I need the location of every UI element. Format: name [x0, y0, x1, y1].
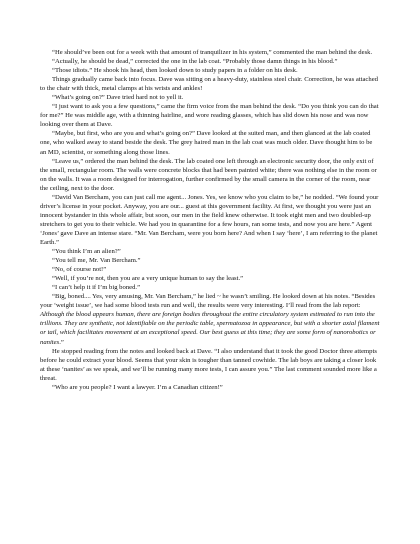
- paragraph: [40, 66, 380, 75]
- paragraph: [40, 157, 380, 193]
- paragraph-text: “No, of course not!”: [52, 266, 107, 274]
- paragraph-text: “He should’ve been out for a week with that amount of tranquilizer in his system,” commented the man behind the desk.: [52, 49, 373, 56]
- paragraph: [40, 102, 380, 129]
- paragraph-text: “I can’t help it if I’m big boned.”: [52, 284, 141, 292]
- paragraph-text: “Big, boned.... Yes, very amusing, Mr. Van Bercham,” he lied ~ he wasn’t smiling. He looked down at his notes. “Besides your ‘weight issue’, we had some blood tests run and well, the results were very interesting. I’ll read from the lab report:: [40, 293, 376, 310]
- paragraph: [40, 93, 380, 102]
- paragraph: [40, 129, 380, 156]
- paragraph: [40, 57, 380, 66]
- paragraph: [40, 292, 380, 346]
- paragraph-text: “Those idiots.” He shook his head, then looked down to study papers in a folder on his desk.: [52, 67, 298, 75]
- paragraph-text: “You tell me, Mr. Van Bercham.”: [52, 257, 141, 265]
- paragraph-text: “Leave us,” ordered the man behind the desk. The lab coated one left through an electronic security door, the only exit of the small, rectangular room. The walls were concrete blocks that had been painted white; there was nothing else in the room or on the walls. It was a room designed for interrogation, further confirmed by the small camera in the corner of the room, near the ceiling, next to the door.: [40, 157, 377, 192]
- paragraph-text: “Maybe, but first, who are you and what’s going on?” Dave looked at the suited man, and then glanced at the lab coated one, who walked away to stand beside the desk. The grey haired man in the lab coat was much older. Dave thought him to be an MD, scientist, or something along those lines.: [40, 130, 373, 156]
- paragraph-text: “Well, if you’re not, then you are a very unique human to say the least.”: [52, 275, 244, 283]
- paragraph-text: “You think I’m an alien?”: [52, 248, 121, 256]
- paragraph: [40, 193, 380, 247]
- paragraph-text: “Actually, he should be dead,” corrected the one in the lab coat. “Probably those damn things in his blood.”: [52, 58, 338, 66]
- paragraph-text: Things gradually came back into focus. Dave was sitting on a heavy-duty, stainless steel chair. Correction, he was attached to the chair with thick, metal clamps at his wrists and ankles!: [40, 76, 378, 93]
- paragraph: [40, 265, 380, 274]
- paragraph-text: “I just want to ask you a few questions,” came the firm voice from the man behind the desk. “Do you think you can do that for me?” He was middle age, with a thinning hairline, and wore reading glasses, which has slid down his nose and was now looking over them at Dave.: [40, 103, 379, 129]
- lab-report-quote: Although the blood appears human, there are foreign bodies throughout the entire circulatory system estimated to run into the trillions. They are synthetic, not identifiable on the periodic table, spermatozoa in appearance, but with a shorter axial filament or tail, which facilitates movement at an exceptional speed. Our best guess at this time; they are some form of nanorobotics or nanites: [40, 311, 380, 346]
- paragraph: [40, 383, 380, 392]
- paragraph: [40, 48, 380, 57]
- paragraph-text: “What’s going on?” Dave tried hard not to yell it.: [52, 94, 184, 102]
- paragraph: [40, 347, 380, 383]
- paragraph: [40, 256, 380, 265]
- paragraph: [40, 75, 380, 93]
- paragraph: [40, 283, 380, 292]
- page-body: [40, 48, 380, 392]
- paragraph-text: .”: [59, 338, 64, 346]
- paragraph-text: “Who are you people? I want a lawyer. I’m a Canadian citizen!”: [52, 383, 223, 391]
- paragraph-text: “David Van Bercham, you can just call me agent... Jones. Yes, we know who you claim to be,” he nodded. “We found your driver’s license in your pocket. Anyway, you are our... guest at this government facility. At first, we thought you were just an innocent bystander in this whole affair, but soon, our men in the field knew otherwise. It took eight men and two doubled-up stretchers to get you to their vehicle. We had you in quarantine for a few hours, ran some tests, and now you are here.” Agent ‘Jones’ gave Dave an intense stare. “Mr. Van Bercham, were you born here? And when I say ‘here’, I am referring to the planet Earth.”: [40, 193, 379, 246]
- paragraph-text: He stopped reading from the notes and looked back at Dave. “I also understand that it took the good Doctor three attempts before he could extract your blood. Seems that your skin is tougher than tanned cowhide. The lab boys are taking a closer look at these ‘nanites’ as we speak, and we’ll be running many more tests, I can assure you.” The last comment sounded more like a threat.: [40, 347, 377, 382]
- paragraph: [40, 247, 380, 256]
- paragraph: [40, 274, 380, 283]
